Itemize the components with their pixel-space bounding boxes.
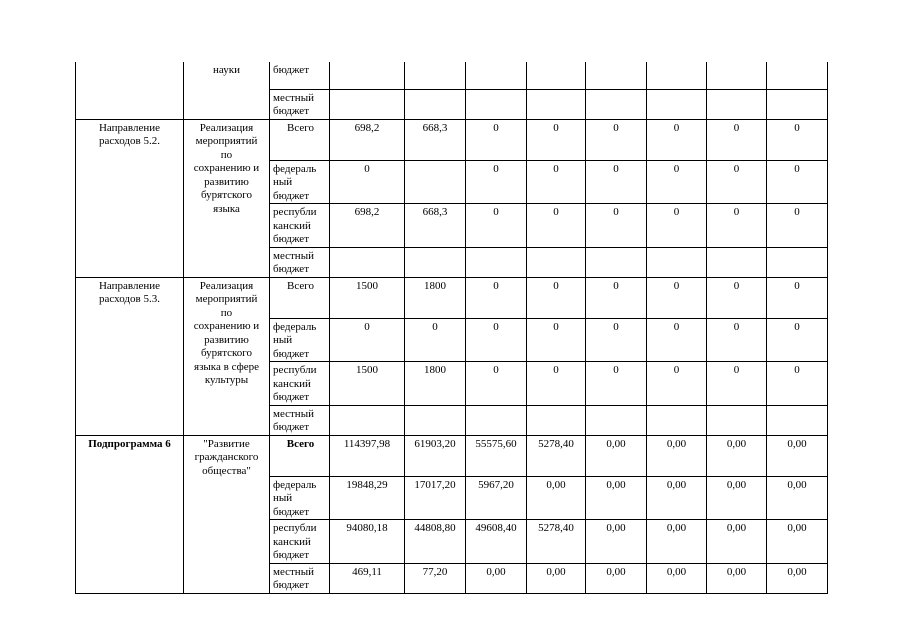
value-cell (466, 405, 527, 435)
value-cell: 0,00 (647, 476, 707, 520)
value-cell: 0 (707, 204, 767, 248)
value-cell (527, 247, 586, 277)
table-row (76, 62, 828, 89)
value-cell: 0,00 (767, 563, 828, 593)
value-cell: 0 (527, 277, 586, 318)
funding-source-cell: местный бюджет (270, 405, 330, 435)
value-cell: 0,00 (586, 476, 647, 520)
value-cell: 668,3 (405, 204, 466, 248)
funding-source-cell: Всего (270, 277, 330, 318)
value-cell (586, 405, 647, 435)
funding-source-cell: местный бюджет (270, 563, 330, 593)
value-cell: 61903,20 (405, 435, 466, 476)
value-cell (466, 62, 527, 89)
value-cell: 0 (767, 362, 828, 406)
value-cell (767, 405, 828, 435)
value-cell: 94080,18 (330, 520, 405, 564)
value-cell: 0,00 (527, 563, 586, 593)
value-cell: 0 (707, 119, 767, 160)
measure-name-cell: "Развитие гражданского общества" (184, 435, 270, 593)
value-cell: 0 (466, 160, 527, 204)
funding-source-cell: федераль ный бюджет (270, 160, 330, 204)
value-cell: 0 (586, 277, 647, 318)
value-cell: 5967,20 (466, 476, 527, 520)
value-cell (586, 89, 647, 119)
value-cell: 0,00 (767, 520, 828, 564)
funding-source-cell: местный бюджет (270, 89, 330, 119)
value-cell: 0 (647, 318, 707, 362)
value-cell: 0 (466, 318, 527, 362)
value-cell (527, 89, 586, 119)
value-cell (767, 62, 828, 89)
value-cell: 0,00 (527, 476, 586, 520)
code-cell (76, 62, 184, 119)
value-cell: 0,00 (586, 435, 647, 476)
funding-source-cell: Всего (270, 435, 330, 476)
value-cell (405, 405, 466, 435)
value-cell: 0 (767, 119, 828, 160)
value-cell (527, 62, 586, 89)
value-cell (405, 89, 466, 119)
value-cell (586, 62, 647, 89)
value-cell: 19848,29 (330, 476, 405, 520)
table-body (76, 62, 828, 593)
value-cell: 114397,98 (330, 435, 405, 476)
code-cell: Направление расходов 5.2. (76, 119, 184, 277)
funding-source-cell: федераль ный бюджет (270, 476, 330, 520)
value-cell: 49608,40 (466, 520, 527, 564)
value-cell: 0,00 (767, 476, 828, 520)
table-row (76, 277, 828, 318)
value-cell (405, 62, 466, 89)
value-cell: 0 (707, 160, 767, 204)
value-cell (405, 160, 466, 204)
value-cell: 0 (586, 204, 647, 248)
value-cell (586, 247, 647, 277)
value-cell: 0 (707, 318, 767, 362)
value-cell: 0,00 (647, 563, 707, 593)
value-cell: 0 (466, 362, 527, 406)
value-cell (405, 247, 466, 277)
value-cell: 0 (586, 318, 647, 362)
value-cell: 0 (586, 160, 647, 204)
value-cell: 0 (767, 204, 828, 248)
value-cell (647, 405, 707, 435)
value-cell: 0 (767, 277, 828, 318)
value-cell: 1800 (405, 362, 466, 406)
value-cell: 0 (767, 160, 828, 204)
funding-source-cell: бюджет (270, 62, 330, 89)
code-cell: Подпрограмма 6 (76, 435, 184, 593)
measure-name-cell: Реализация мероприятий по сохранению и развитию бурятского языка в сфере культуры (184, 277, 270, 435)
value-cell (707, 247, 767, 277)
value-cell: 0 (647, 362, 707, 406)
value-cell: 0,00 (707, 476, 767, 520)
value-cell: 0 (330, 318, 405, 362)
funding-source-cell: республи канский бюджет (270, 520, 330, 564)
value-cell: 0,00 (707, 520, 767, 564)
value-cell: 1500 (330, 277, 405, 318)
value-cell: 0 (466, 277, 527, 318)
value-cell: 469,11 (330, 563, 405, 593)
budget-table (75, 62, 828, 594)
measure-name-cell: науки (184, 62, 270, 119)
value-cell (707, 405, 767, 435)
value-cell: 0 (527, 160, 586, 204)
value-cell: 0 (647, 119, 707, 160)
value-cell: 77,20 (405, 563, 466, 593)
value-cell (330, 405, 405, 435)
value-cell: 0 (466, 119, 527, 160)
funding-source-cell: республи канский бюджет (270, 204, 330, 248)
value-cell: 698,2 (330, 204, 405, 248)
value-cell: 0 (707, 362, 767, 406)
value-cell: 0 (767, 318, 828, 362)
value-cell (330, 247, 405, 277)
value-cell (330, 89, 405, 119)
value-cell: 0 (527, 119, 586, 160)
value-cell: 44808,80 (405, 520, 466, 564)
value-cell (466, 89, 527, 119)
value-cell: 0,00 (466, 563, 527, 593)
value-cell (527, 405, 586, 435)
funding-source-cell: Всего (270, 119, 330, 160)
value-cell (767, 89, 828, 119)
table-row (76, 119, 828, 160)
funding-source-cell: местный бюджет (270, 247, 330, 277)
value-cell: 0,00 (767, 435, 828, 476)
value-cell (707, 89, 767, 119)
value-cell: 0 (647, 204, 707, 248)
value-cell: 0,00 (707, 435, 767, 476)
value-cell (647, 89, 707, 119)
value-cell: 0 (647, 160, 707, 204)
value-cell (330, 62, 405, 89)
value-cell: 668,3 (405, 119, 466, 160)
value-cell: 698,2 (330, 119, 405, 160)
value-cell: 0,00 (647, 520, 707, 564)
value-cell: 0 (527, 204, 586, 248)
value-cell: 0 (405, 318, 466, 362)
value-cell: 0 (586, 362, 647, 406)
value-cell: 1500 (330, 362, 405, 406)
value-cell (647, 247, 707, 277)
table-row (76, 435, 828, 476)
value-cell: 1800 (405, 277, 466, 318)
value-cell: 0 (527, 362, 586, 406)
value-cell: 0 (330, 160, 405, 204)
code-cell: Направление расходов 5.3. (76, 277, 184, 435)
value-cell (466, 247, 527, 277)
value-cell: 5278,40 (527, 520, 586, 564)
value-cell: 0 (466, 204, 527, 248)
value-cell (707, 62, 767, 89)
value-cell: 0,00 (586, 563, 647, 593)
funding-source-cell: федераль ный бюджет (270, 318, 330, 362)
value-cell: 0,00 (586, 520, 647, 564)
value-cell: 17017,20 (405, 476, 466, 520)
value-cell: 0,00 (707, 563, 767, 593)
value-cell: 0 (647, 277, 707, 318)
value-cell: 5278,40 (527, 435, 586, 476)
value-cell: 0 (707, 277, 767, 318)
funding-source-cell: республи канский бюджет (270, 362, 330, 406)
measure-name-cell: Реализация мероприятий по сохранению и развитию бурятского языка (184, 119, 270, 277)
value-cell: 0,00 (647, 435, 707, 476)
value-cell: 0 (586, 119, 647, 160)
value-cell: 0 (527, 318, 586, 362)
value-cell: 55575,60 (466, 435, 527, 476)
value-cell (767, 247, 828, 277)
value-cell (647, 62, 707, 89)
